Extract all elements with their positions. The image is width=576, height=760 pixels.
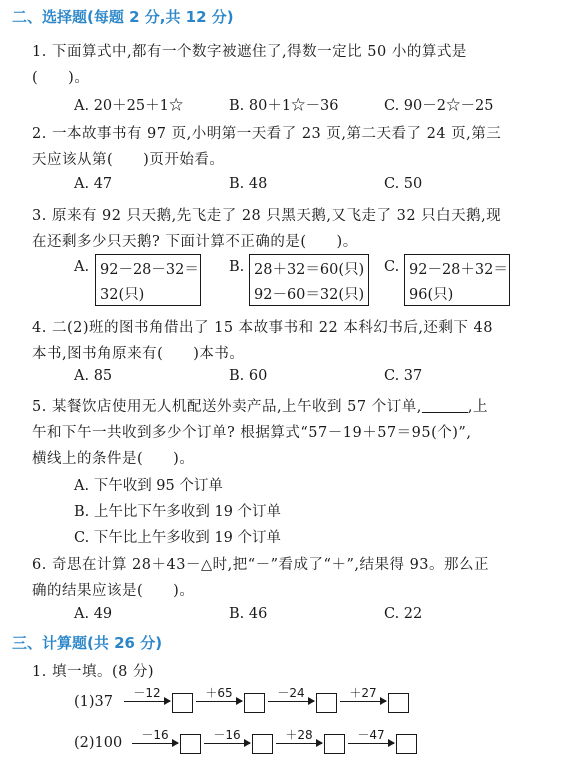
q5-line2: 午和下午一共收到多少个订单? 根据算式“57－19＋57＝95(个)”, (32, 425, 472, 441)
q3-option-a-letter: A. (74, 259, 90, 275)
q5-condition-blank (422, 398, 468, 413)
q3-option-a-line1: 92－28－32＝ (100, 262, 199, 278)
q3-option-b-letter: B. (229, 259, 245, 275)
section-2-meta: (每题 2 分,共 12 分) (87, 8, 234, 26)
section-3-header (12, 632, 162, 653)
q3-option-c-box (404, 254, 510, 306)
q1-option-a: A. 20＋25＋1☆ (74, 98, 184, 114)
q5-line1 (32, 395, 488, 416)
chain2-arrow-1 (132, 743, 178, 744)
chain1-box-1[interactable] (172, 693, 193, 713)
q5-line1-tail: ,上 (467, 399, 488, 415)
q3-line1: 3. 原来有 92 只天鹅,先飞走了 28 只黑天鹅,又飞走了 32 只白天鹅,现 (32, 208, 502, 224)
q2-option-c: C. 50 (384, 176, 423, 192)
q3-option-b-line2: 92－60＝32(只) (254, 287, 365, 303)
chain2-op-4: －47 (357, 728, 385, 742)
q4-line2: 本书,图书角原来有( )本书。 (32, 346, 245, 362)
q6-line2: 确的结果应该是( )。 (32, 583, 195, 599)
q5-option-c: C. 下午比上午多收到 19 个订单 (74, 530, 281, 546)
q6-option-c: C. 22 (384, 606, 423, 622)
chain1-box-2[interactable] (244, 693, 265, 713)
q1-line2: ( )。 (32, 70, 90, 86)
chain1-box-3[interactable] (316, 693, 337, 713)
q2-line2: 天应该从第( )页开始看。 (32, 152, 225, 168)
q6-line1: 6. 奇思在计算 28＋43－△时,把“－”看成了“＋”,结果得 93。那么正 (32, 557, 490, 573)
chain2-box-4[interactable] (396, 734, 417, 754)
chain1-op-1: －12 (133, 686, 161, 700)
q5-line3: 横线上的条件是( )。 (32, 451, 195, 467)
chain2-op-2: －16 (213, 728, 241, 742)
q4-line1: 4. 二(2)班的图书角借出了 15 本故事书和 22 本科幻书后,还剩下 48 (32, 320, 493, 336)
chain1-arrow-2 (196, 701, 242, 702)
chain2-box-3[interactable] (324, 734, 345, 754)
chain1-box-4[interactable] (388, 693, 409, 713)
q2-option-b: B. 48 (229, 176, 268, 192)
q5-line1-text: 5. 某餐饮店使用无人机配送外卖产品,上午收到 57 个订单, (32, 399, 422, 415)
chain1-op-3: －24 (277, 686, 305, 700)
q5-option-b: B. 上午比下午多收到 19 个订单 (74, 504, 282, 520)
chain1-arrow-3 (268, 701, 314, 702)
chain2-op-1: －16 (141, 728, 169, 742)
q5-option-a: A. 下午收到 95 个订单 (74, 478, 223, 494)
chain2-op-3: ＋28 (285, 728, 313, 742)
q3-line2: 在还剩多少只天鹅? 下面计算不正确的是( )。 (32, 234, 358, 250)
q1-option-c: C. 90－2☆－25 (384, 98, 494, 114)
q2-option-a: A. 47 (74, 176, 113, 192)
q3-option-b-line1: 28＋32＝60(只) (254, 262, 365, 278)
chain1-arrow-4 (340, 701, 386, 702)
q6-option-a: A. 49 (74, 606, 113, 622)
chain1-arrow-1 (124, 701, 170, 702)
chain2-box-2[interactable] (252, 734, 273, 754)
q3-option-c-line1: 92－28＋32＝ (409, 262, 508, 278)
section-2-title: 二、选择题 (12, 8, 88, 26)
chain2-box-1[interactable] (180, 734, 201, 754)
q3-option-a-line2: 32(只) (100, 287, 145, 303)
section-2-header (12, 6, 234, 27)
q3-option-b-box (249, 254, 369, 306)
q3-option-a-box (95, 254, 201, 306)
chain2-arrow-2 (204, 743, 250, 744)
section-3-meta: (共 26 分) (87, 634, 163, 652)
q6-option-b: B. 46 (229, 606, 268, 622)
q4-option-c: C. 37 (384, 368, 423, 384)
section-3-title: 三、计算题 (12, 634, 88, 652)
chain2-arrow-4 (348, 743, 394, 744)
q2-line1: 2. 一本故事书有 97 页,小明第一天看了 23 页,第二天看了 24 页,第三 (32, 126, 502, 142)
chain2-start: (2)100 (74, 735, 123, 751)
chain1-start: (1)37 (74, 694, 113, 710)
q4-option-a: A. 85 (74, 368, 113, 384)
fill-title: 1. 填一填。(8 分) (32, 664, 155, 680)
q3-option-c-line2: 96(只) (409, 287, 454, 303)
q1-option-b: B. 80＋1☆－36 (229, 98, 339, 114)
chain2-arrow-3 (276, 743, 322, 744)
chain1-op-4: ＋27 (349, 686, 377, 700)
q3-option-c-letter: C. (384, 259, 400, 275)
q4-option-b: B. 60 (229, 368, 268, 384)
chain1-op-2: ＋65 (205, 686, 233, 700)
q1-line1: 1. 下面算式中,都有一个数字被遮住了,得数一定比 50 小的算式是 (32, 44, 467, 60)
